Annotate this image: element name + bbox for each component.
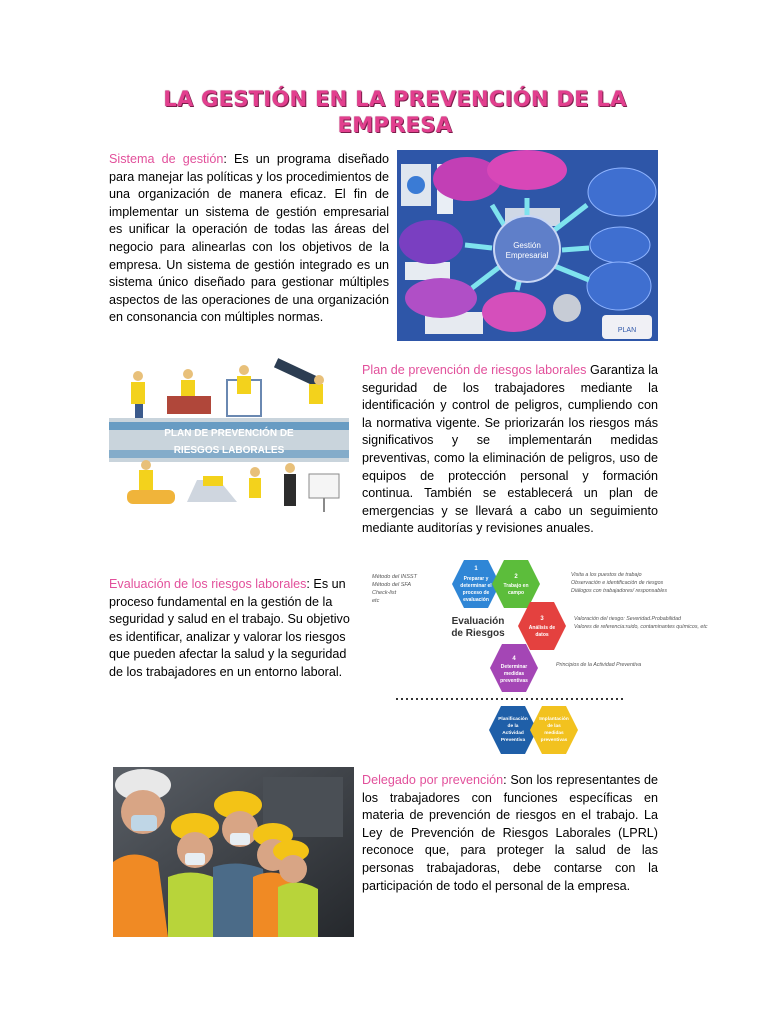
page-title	[130, 86, 660, 138]
left-note: Check-list	[372, 590, 397, 596]
svg-text:preventivas: preventivas	[540, 738, 568, 743]
section-lead: Plan de prevención de riesgos laborales	[362, 363, 587, 377]
svg-text:determinar el: determinar el	[460, 583, 492, 589]
svg-text:de las: de las	[547, 724, 561, 729]
left-note: etc	[372, 598, 380, 604]
svg-text:campo: campo	[507, 590, 525, 596]
section-evaluacion-riesgos	[109, 576, 359, 682]
svg-text:Empresarial: Empresarial	[505, 251, 549, 260]
svg-text:Determinar: Determinar	[500, 664, 528, 670]
left-note: Método del INSST	[372, 574, 417, 580]
section-delegado-prevencion	[362, 772, 658, 895]
evaluacion-title-1: Evaluación	[451, 616, 505, 627]
svg-text:3: 3	[540, 616, 544, 622]
gestion-empresarial-diagram	[397, 150, 658, 341]
section-sistema-gestion	[109, 151, 389, 327]
gestion-center-label: Gestión	[513, 241, 541, 250]
section-lead: Sistema de gestión	[109, 152, 224, 166]
title-line-1: LA GESTIÓN EN LA PREVENCIÓN DE LA	[163, 87, 627, 111]
svg-text:4: 4	[512, 656, 516, 662]
section-body: Garantiza la seguridad de los trabajadores mediante la identificación y control de peligros, cumpliendo con la normativa vigente. Se priorizarán los riesgos más significativos y se implementarán medidas preventivas, como la eliminación de peligros, uso de equipos de protección personal y formación continua. También se establecerá un plan de emergencias y se llevará a cabo un seguimiento mediante auditorías y revisiones anuales.	[362, 363, 658, 536]
evaluacion-title-2: de Riesgos	[451, 628, 505, 639]
evaluacion-riesgos-diagram	[366, 556, 708, 756]
right-note: Valores de referencia:ruido, contaminantes químicos, etc	[574, 624, 708, 630]
svg-text:Preventiva: Preventiva	[500, 738, 526, 743]
section-body: : Es un programa diseñado para manejar las políticas y los procedimientos de una organización de manera eficaz. El fin de implementar un sistema de gestión empresarial es unificar la operación de todas las áreas del negocio para alinearlas con los objetivos de la empresa. Un sistema de gestión integrado es un sistema único diseñado para gestionar múltiples aspectos de las operaciones de una organización en consonancia con múltiples normas.	[109, 152, 390, 325]
svg-text:de la: de la	[507, 724, 519, 729]
svg-text:2: 2	[514, 574, 518, 580]
right-note: Visita a los puestos de trabajo	[571, 572, 642, 578]
plan-banner-line-1: PLAN DE PREVENCIÓN DE	[164, 428, 294, 439]
svg-text:1: 1	[474, 566, 478, 572]
delegados-photo	[113, 767, 354, 937]
section-lead: Delegado por prevención	[362, 773, 504, 787]
section-body: : Son los representantes de los trabajadores con funciones específicas en materia de prevención de riesgos en el trabajo. La Ley de Prevención de Riesgos Laborales (LPRL) reconoce que, para proteger la salud de las personas trabajadoras, debe contarse con la participación de todo el personal de la empresa.	[362, 773, 658, 893]
right-note: Observación e identificación de riesgos	[571, 580, 664, 586]
left-note: Método del SFA	[372, 582, 412, 588]
svg-text:medidas: medidas	[503, 671, 525, 677]
svg-text:proceso de: proceso de	[462, 590, 490, 596]
svg-text:evaluación: evaluación	[463, 597, 489, 603]
title-line-2: EMPRESA	[337, 113, 453, 137]
svg-text:Implantación: Implantación	[539, 717, 569, 722]
plan-prevencion-illustration	[109, 362, 349, 525]
right-note: Valoración del riesgo: Severidad.Probabilidad	[574, 616, 681, 622]
plan-banner-line-2: RIESGOS LABORALES	[173, 445, 285, 456]
svg-text:Preparar y: Preparar y	[463, 576, 489, 582]
svg-text:preventivas: preventivas	[500, 678, 528, 684]
section-lead: Evaluación de los riesgos laborales	[109, 577, 307, 591]
svg-text:Trabajo en: Trabajo en	[503, 583, 529, 589]
svg-text:Actividad: Actividad	[502, 731, 524, 736]
section-body: : Es un proceso fundamental en la gestión de la seguridad y salud en el trabajo. Su objetivo es identificar, analizar y valorar los riesgos que pueden afectar la salud y la seguridad de los trabajadores en un entorno laboral.	[109, 577, 350, 679]
svg-text:Planificación: Planificación	[498, 717, 528, 722]
right-note: Diálogos con trabajadores/ responsables	[571, 588, 667, 594]
svg-text:medidas: medidas	[544, 731, 564, 736]
gestion-diagram-svg	[397, 150, 658, 341]
svg-text:Análisis de: Análisis de	[528, 625, 556, 631]
section-plan-prevencion	[362, 362, 658, 538]
plan-label: PLAN	[617, 327, 637, 334]
right-note: Principios de la Actividad Preventiva	[556, 662, 642, 668]
svg-text:datos: datos	[535, 632, 549, 638]
